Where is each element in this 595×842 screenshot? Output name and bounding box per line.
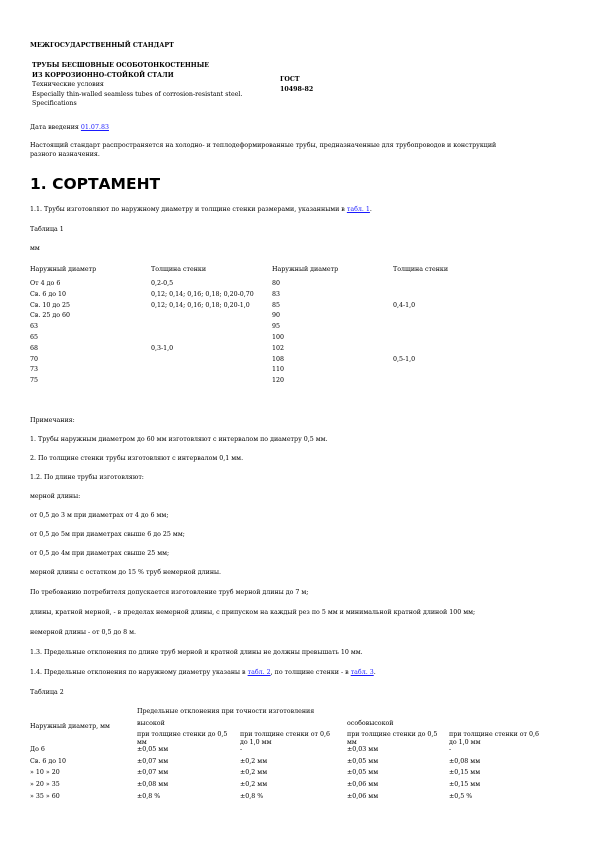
table-row: [30, 377, 493, 388]
unmeasured-length: немерной длины - от 0,5 до 8 м.: [30, 629, 137, 636]
subheader-thick: [449, 731, 550, 746]
table-row: [30, 312, 493, 323]
date-link[interactable]: 01.07.83: [80, 124, 109, 131]
table-cell: 110: [272, 366, 285, 374]
table-cell: 0,12; 0,14; 0,16; 0,18; 0,20-1,0: [151, 301, 250, 309]
table-cell: [393, 291, 493, 302]
table-cell: [151, 312, 272, 323]
english-title-2: Specifications: [32, 100, 77, 107]
subheader-text: при толщине стенки от 0,6: [240, 731, 331, 739]
table-cell: [151, 366, 272, 377]
table-cell: ±0,8 %: [137, 792, 161, 800]
table-row: [30, 280, 493, 291]
paragraph-text: , по толщине стенки - в: [270, 669, 349, 676]
title-line-1: ТРУБЫ БЕСШОВНЫЕ ОСОБОТОНКОСТЕННЫЕ: [32, 62, 210, 69]
table-cell: ±0,06 мм: [347, 792, 379, 800]
gost-label: ГОСТ: [280, 76, 300, 83]
table-cell: 108: [272, 355, 285, 363]
table-row: [30, 781, 550, 793]
subheader-text: при толщине стенки от 0,6: [449, 731, 540, 739]
subheader-text: при толщине стенки до 0,5: [137, 731, 228, 739]
table-cell: [151, 323, 272, 334]
table-row: [30, 323, 493, 334]
subheader-thick: [240, 731, 347, 746]
table-cell: ±0,15 мм: [449, 780, 481, 788]
accuracy-high-header: высокой: [137, 719, 165, 727]
scope-line-1: Настоящий стандарт распространяется на холодно- и теплодеформированные трубы, предназначенные для трубопроводов и конструкций: [30, 142, 497, 149]
table-header-cell: Толщина стенки: [393, 266, 449, 273]
table-cell: Св. 25 до 60: [30, 312, 71, 320]
table-cell: [151, 377, 272, 388]
multiple-length: длины, кратной мерной, - в пределах немерной длины, с припуском на каждый рез по 5 мм и минимальной кратной длиной 100 мм;: [30, 609, 476, 616]
table-cell: 0,3-1,0: [151, 344, 174, 352]
paragraph-1-2: 1.2. По длине трубы изготовляют:: [30, 474, 144, 481]
paragraph-1-3: 1.3. Предельные отклонения по длине труб мерной и кратной длины не должны превышать 10 мм.: [30, 649, 363, 656]
table-cell: 80: [272, 280, 281, 287]
date-label: Дата введения: [30, 124, 79, 131]
length-c: от 0,5 до 4м при диаметрах свыше 25 мм;: [30, 550, 170, 557]
table-cell: Св. 6 до 10: [30, 290, 67, 298]
table-cell: ±0,08 мм: [137, 780, 169, 788]
table-cell: [393, 312, 493, 323]
period: .: [369, 206, 372, 213]
standard-label: МЕЖГОСУДАРСТВЕННЫЙ СТАНДАРТ: [30, 42, 174, 49]
table-cell: [393, 366, 493, 377]
table-cell: [393, 334, 493, 345]
table-header-cell: Наружный диаметр: [272, 266, 339, 273]
introduction-date: [30, 124, 109, 132]
table-2: [30, 708, 550, 804]
subheader-thin: [347, 731, 449, 746]
table-cell: » 10 » 20: [30, 769, 60, 777]
table-cell: [393, 377, 493, 388]
table-cell: От 4 до 6: [30, 280, 61, 287]
table-cell: 0,5-1,0: [393, 355, 416, 363]
table-row: [30, 793, 550, 805]
table-cell: До 6: [30, 746, 45, 754]
subheader-text: до 1,0 мм: [449, 738, 481, 746]
note-2: 2. По толщине стенки трубы изготовляют с интервалом 0,1 мм.: [30, 455, 244, 462]
table-cell: 85: [272, 301, 281, 309]
subheader-text: мм: [347, 738, 357, 746]
table-cell: » 20 » 35: [30, 780, 60, 788]
paragraph-text: 1.1. Трубы изготовляют по наружному диаметру и толщине стенки размерами, указанными в: [30, 206, 345, 213]
table-cell: 90: [272, 312, 281, 320]
subheader-text: мм: [137, 738, 147, 746]
table-cell: 120: [272, 377, 285, 385]
table-cell: 65: [30, 333, 39, 341]
table-cell: -: [240, 746, 243, 754]
measured-length: мерной длины:: [30, 493, 81, 500]
table-cell: ±0,05 мм: [137, 746, 169, 754]
table-row: [30, 334, 493, 345]
table-cell: ±0,03 мм: [347, 746, 379, 754]
table-2-caption: Таблица 2: [30, 689, 64, 696]
table-cell: Св. 10 до 25: [30, 301, 71, 309]
table-cell: 95: [272, 323, 281, 331]
table-row: [30, 366, 493, 377]
table-row: [30, 746, 550, 758]
table-header-cell: Толщина стенки: [151, 266, 207, 273]
table-cell: 0,4-1,0: [393, 301, 416, 309]
table-cell: ±0,07 мм: [137, 757, 169, 765]
table-cell: 100: [272, 333, 285, 341]
table-cell: ±0,05 мм: [347, 769, 379, 777]
section-heading: 1. СОРТАМЕНТ: [30, 175, 161, 193]
table-header-cell: Наружный диаметр: [30, 266, 97, 273]
table-row: [30, 302, 493, 313]
paragraph-1-1: [30, 206, 372, 214]
by-request: По требованию потребителя допускается изготовление труб мерной длины до 7 м;: [30, 589, 309, 596]
table-1: [30, 266, 493, 388]
table-cell: Св. 6 до 10: [30, 757, 67, 765]
table-row: [30, 356, 493, 367]
table-cell: ±0,2 мм: [240, 769, 268, 777]
table-cell: 75: [30, 377, 39, 385]
english-title-1: Especially thin-walled seamless tubes of corrosion-resistant steel.: [32, 91, 243, 98]
table-cell: ±0,2 мм: [240, 757, 268, 765]
table-cell: ±0,07 мм: [137, 769, 169, 777]
table-2-link[interactable]: табл. 2: [247, 669, 271, 676]
period: .: [373, 669, 376, 676]
table-cell: 0,12; 0,14; 0,16; 0,18; 0,20-0,70: [151, 290, 254, 298]
length-a: от 0,5 до 3 м при диаметрах от 4 до 6 мм;: [30, 512, 169, 519]
length-d: мерной длины с остатком до 15 % труб немерной длины.: [30, 569, 222, 576]
table-1-unit: мм: [30, 245, 40, 252]
note-1: 1. Трубы наружным диаметром до 60 мм изготовляют с интервалом по диаметру 0,5 мм.: [30, 436, 328, 443]
table-1-caption: Таблица 1: [30, 226, 64, 233]
paragraph-1-4: [30, 669, 376, 677]
table-cell: 70: [30, 355, 39, 363]
table-cell: 68: [30, 344, 39, 352]
table-cell: » 35 » 60: [30, 792, 60, 800]
length-b: от 0,5 до 5м при диаметрах свыше 6 до 25 мм;: [30, 531, 185, 538]
subtitle: Технические условия: [32, 81, 104, 88]
table-1-link[interactable]: табл. 1: [346, 206, 370, 213]
subheader-text: до 1,0 мм: [240, 738, 272, 746]
notes-title: Примечания:: [30, 417, 75, 424]
table-cell: 83: [272, 290, 281, 298]
table-cell: [151, 356, 272, 367]
table-cell: ±0,5 %: [449, 792, 473, 800]
table-cell: -: [449, 746, 452, 754]
table-cell: 102: [272, 344, 285, 352]
diameter-header: Наружный диаметр, мм: [30, 723, 110, 731]
accuracy-special-header: особовысокой: [347, 719, 394, 727]
table-cell: ±0,06 мм: [347, 780, 379, 788]
table-cell: 63: [30, 323, 39, 331]
subheader-thin: [137, 731, 240, 746]
table-row: [30, 758, 550, 770]
subheader-text: при толщине стенки до 0,5: [347, 731, 438, 739]
title-line-2: ИЗ КОРРОЗИОННО-СТОЙКОЙ СТАЛИ: [32, 72, 174, 79]
table-row: [30, 345, 493, 356]
table-cell: ±0,08 мм: [449, 757, 481, 765]
table-row: [30, 769, 550, 781]
table-3-link[interactable]: табл. 3: [350, 669, 374, 676]
table-cell: [393, 345, 493, 356]
table-cell: [393, 280, 493, 291]
table-cell: [151, 334, 272, 345]
table-cell: ±0,8 %: [240, 792, 264, 800]
scope-line-2: разного назначения.: [30, 151, 100, 158]
table-cell: ±0,15 мм: [449, 769, 481, 777]
table-cell: ±0,05 мм: [347, 757, 379, 765]
table-cell: [393, 323, 493, 334]
table-cell: 0,2-0,5: [151, 280, 174, 287]
gost-number: 10498-82: [280, 86, 314, 93]
paragraph-text: 1.4. Предельные отклонения по наружному диаметру указаны в: [30, 669, 246, 676]
group-header: Предельные отклонения при точности изготовления: [137, 708, 315, 715]
table-cell: 73: [30, 366, 39, 374]
table-cell: ±0,2 мм: [240, 780, 268, 788]
table-header-row: [30, 266, 493, 280]
table-row: [30, 291, 493, 302]
